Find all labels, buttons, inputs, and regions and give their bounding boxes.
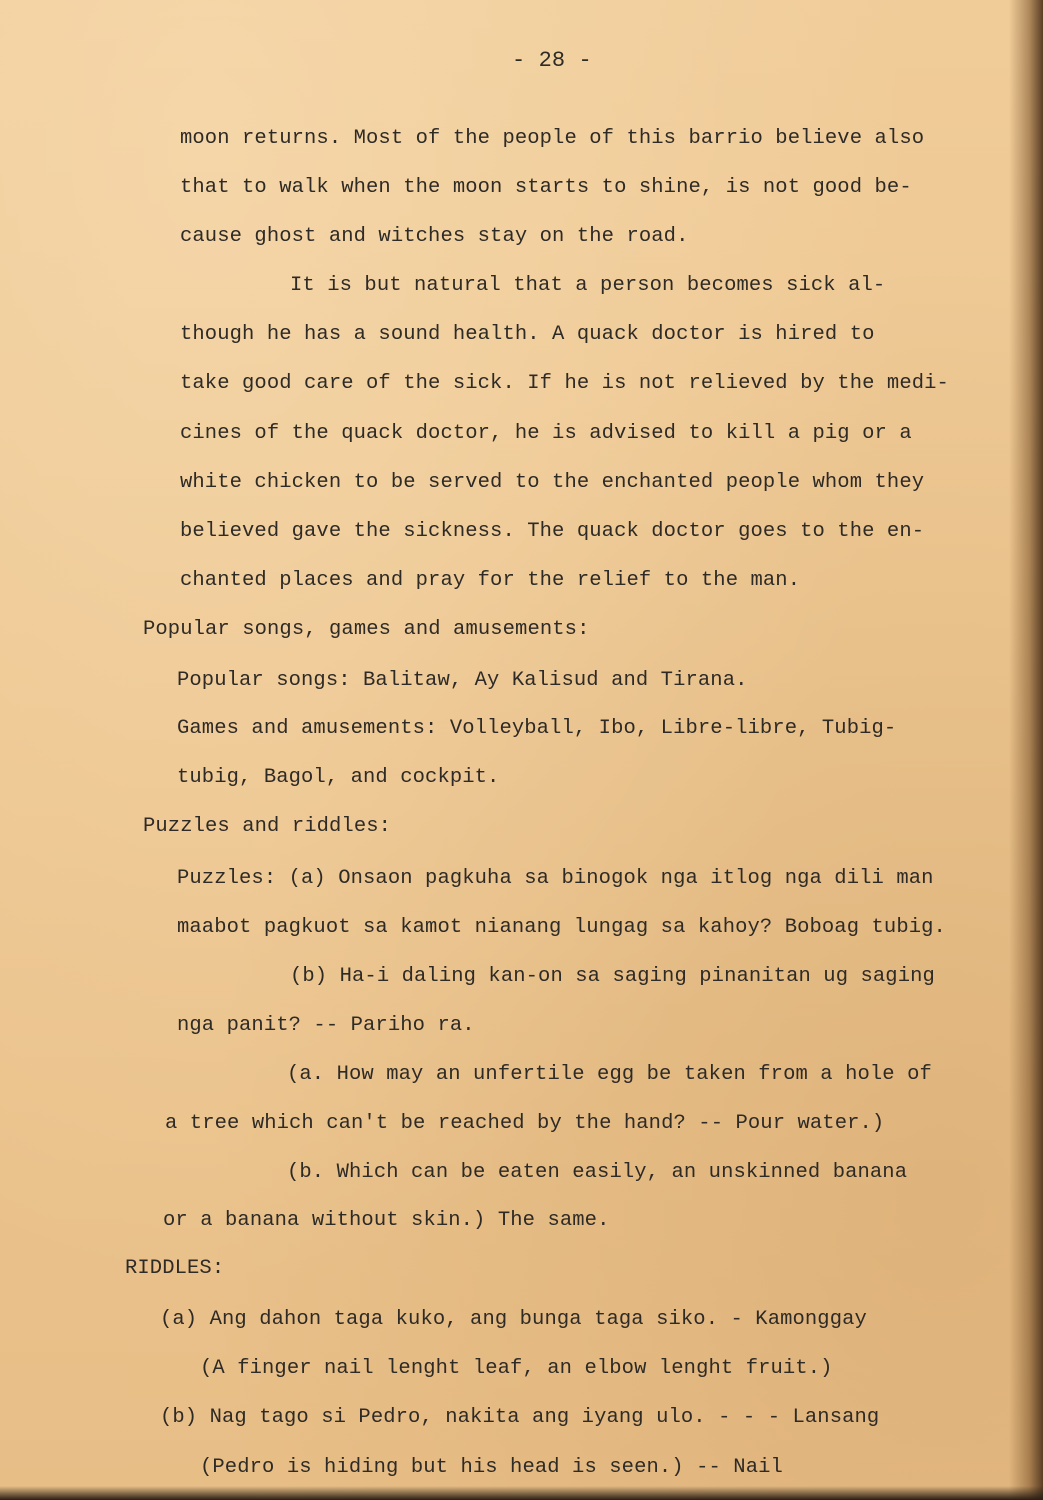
text-line: (Pedro is hiding but his head is seen.) -- Nail bbox=[200, 1456, 783, 1479]
text-line: (a) Ang dahon taga kuko, ang bunga taga siko. - Kamonggay bbox=[160, 1308, 867, 1331]
text-line: tubig, Bagol, and cockpit. bbox=[177, 766, 500, 789]
text-line: Games and amusements: Volleyball, Ibo, Libre-libre, Tubig- bbox=[177, 717, 897, 740]
text-line: Popular songs: Balitaw, Ay Kalisud and Tirana. bbox=[177, 669, 748, 692]
text-line: or a banana without skin.) The same. bbox=[163, 1209, 610, 1232]
text-line: though he has a sound health. A quack doctor is hired to bbox=[180, 323, 875, 346]
text-line: a tree which can't be reached by the hand? -- Pour water.) bbox=[165, 1112, 885, 1135]
page-edge-shadow bbox=[1009, 0, 1043, 1500]
section-heading-puzzles: Puzzles and riddles: bbox=[143, 815, 392, 838]
text-line: Puzzles: (a) Onsaon pagkuha sa binogok nga itlog nga dili man bbox=[177, 867, 934, 890]
text-line: moon returns. Most of the people of this barrio believe also bbox=[180, 127, 925, 150]
page-number: - 28 - bbox=[512, 48, 592, 73]
text-line: nga panit? -- Pariho ra. bbox=[177, 1014, 475, 1037]
text-line: (b. Which can be eaten easily, an unskinned banana bbox=[287, 1161, 908, 1184]
section-heading-popular-songs: Popular songs, games and amusements: bbox=[143, 618, 590, 641]
text-line: cines of the quack doctor, he is advised to kill a pig or a bbox=[180, 422, 912, 445]
text-line: take good care of the sick. If he is not relieved by the medi- bbox=[180, 372, 949, 395]
text-line: chanted places and pray for the relief to the man. bbox=[180, 569, 801, 592]
text-line: believed gave the sickness. The quack doctor goes to the en- bbox=[180, 520, 925, 543]
text-line: (a. How may an unfertile egg be taken from a hole of bbox=[287, 1063, 932, 1086]
text-line: It is but natural that a person becomes sick al- bbox=[290, 274, 886, 297]
section-heading-riddles: RIDDLES: bbox=[125, 1257, 225, 1280]
text-line: maabot pagkuot sa kamot nianang lungag sa kahoy? Boboag tubig. bbox=[177, 916, 946, 939]
text-line: that to walk when the moon starts to shine, is not good be- bbox=[180, 176, 912, 199]
text-line: (b) Nag tago si Pedro, nakita ang iyang ulo. - - - Lansang bbox=[160, 1406, 880, 1429]
page-bottom-edge bbox=[0, 1486, 1043, 1500]
text-line: (A finger nail lenght leaf, an elbow lenght fruit.) bbox=[200, 1357, 833, 1380]
text-line: cause ghost and witches stay on the road. bbox=[180, 225, 689, 248]
text-line: (b) Ha-i daling kan-on sa saging pinanitan ug saging bbox=[290, 965, 935, 988]
text-line: white chicken to be served to the enchanted people whom they bbox=[180, 471, 925, 494]
